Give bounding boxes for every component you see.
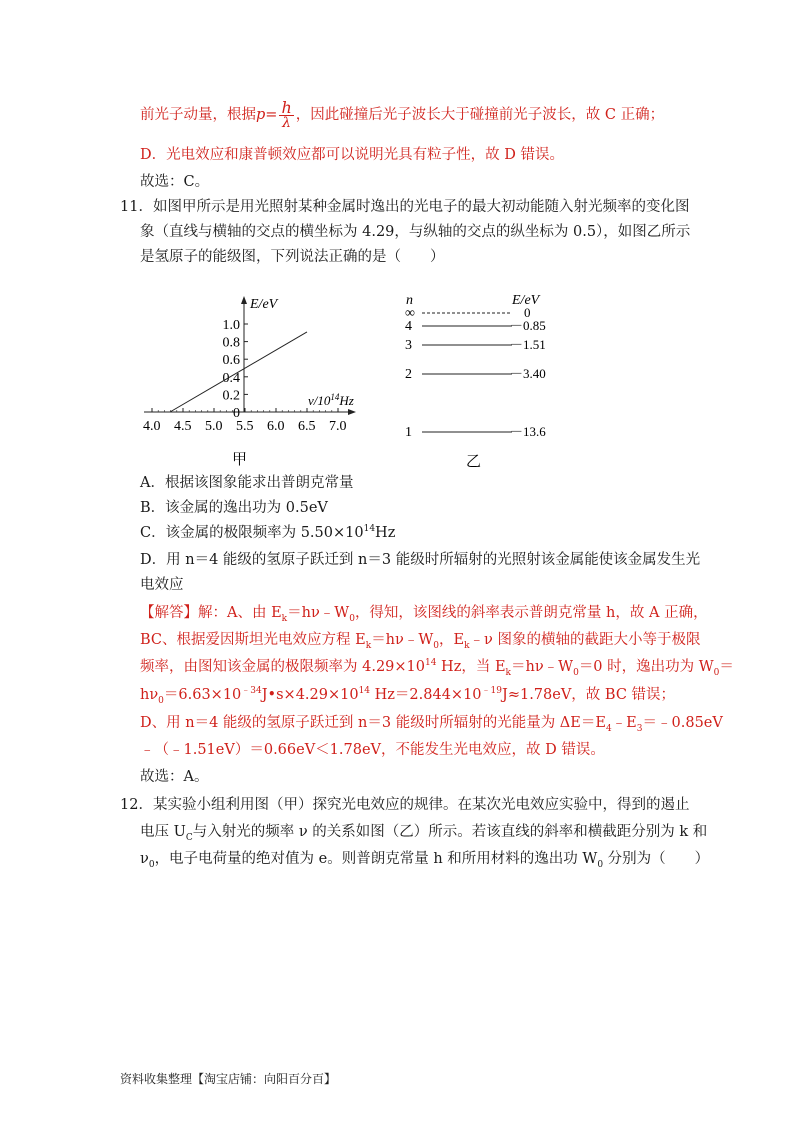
answer-choice-q11: 故选：A。 — [140, 769, 209, 785]
e-header: E/eV — [512, 293, 540, 308]
answer-line-6: ﹣（﹣1.51eV）＝0.66eV＜1.78eV，不能发生光电效应，故 D 错误。 — [140, 742, 605, 758]
answer-line-5: D、用 n＝4 能级的氢原子跃迁到 n＝3 能级时所辐射的光能量为 $\Delta E=E_4﹣E_3=﹣0.85eV$ — [140, 715, 723, 734]
level-inf-n: ∞ — [405, 306, 415, 321]
x-tick-label-3: 5.5 — [236, 419, 254, 434]
q11-stem-line1: 11．如图甲所示是用光照射某种金属时逸出的光电子的最大初动能随入射光频率的变化图 — [120, 199, 690, 215]
y-axis-label: E/eV — [250, 297, 278, 312]
q11-option-d[interactable]: D．用 n＝4 能级的氢原子跃迁到 n＝3 能级时所辐射的光照射该金属能使该金属发生光 — [140, 552, 701, 568]
q12-stem-line2: 电压 $U_C$与入射光的频率 ν 的关系如图（乙）所示。若该直线的斜率和横截距分别为 k 和 — [140, 824, 708, 843]
answer-line-d: D．光电效应和康普顿效应都可以说明光具有粒子性，故 D 错误。 — [140, 147, 564, 163]
level-inf-e: 0 — [524, 305, 531, 320]
answer-choice-line: 故选：C。 — [140, 174, 210, 190]
x-tick-label-6: 7.0 — [329, 419, 347, 434]
figure-jia-caption: 甲 — [232, 452, 248, 468]
answer-line-3: 频率，由图知该金属的极限频率为 $4.29\times 10^{14}$ Hz，当 $E_k=h\nu﹣W_0=0$ 时，逸出功为 $W_0=$ — [140, 658, 734, 678]
level-4-e: －0.85 — [510, 318, 546, 333]
figure-yi-energy-levels — [400, 288, 570, 473]
answer-line-2: BC、根据爱因斯坦光电效应方程 $E_k=h\nu﹣W_0$，$E_k﹣\nu$ 图象的横轴的截距大小等于极限 — [140, 632, 701, 651]
y-tick-label-5: 0 — [233, 406, 240, 421]
level-3-n: 3 — [405, 338, 412, 353]
q11-stem-line3: 是氢原子的能级图，下列说法正确的是（ ） — [140, 249, 445, 265]
q11-option-c[interactable]: C．该金属的极限频率为 $5.50\times 10^{14}Hz$ — [140, 524, 396, 541]
answer-line-4: $h\nu_0=6.63\times 10^{﹣34}J•s\times 4.29\times 10^{14}$ $Hz=2.844\times 10^{﹣19}J\approx 1.78eV$，故 BC 错误； — [140, 686, 676, 706]
q12-stem-line1: 12．某实验小组利用图（甲）探究光电效应的规律。在某次光电效应实验中，得到的遏止 — [120, 797, 690, 813]
figure-jia-chart — [130, 292, 390, 472]
q11-option-d-cont: 电效应 — [140, 577, 184, 593]
x-axis-arrow — [348, 409, 356, 415]
footer-source: 资料收集整理【淘宝店铺：向阳百分百】 — [120, 1072, 337, 1086]
x-axis-label: $\nu/10^{14}Hz$ — [308, 392, 354, 408]
q11-option-a[interactable]: A．根据该图象能求出普朗克常量 — [140, 475, 354, 491]
y-tick-label-0: 1.0 — [222, 318, 240, 333]
level-1-e: －13.6 — [510, 424, 546, 439]
answer-line-momentum: 前光子动量，根据p= $\frac{h}{\lambda}$ ，因此碰撞后光子波长大于碰撞前光子波长，故 C 正确； — [140, 97, 665, 131]
y-tick-label-4: 0.2 — [222, 388, 240, 404]
x-tick-label-2: 5.0 — [205, 419, 223, 434]
n-header: n — [406, 293, 413, 308]
y-tick-label-1: 0.8 — [222, 335, 240, 351]
y-tick-label-3: 0.4 — [222, 370, 240, 386]
x-tick-label-1: 4.5 — [174, 419, 192, 434]
level-4-n: 4 — [405, 319, 412, 334]
level-2-e: －3.40 — [510, 366, 546, 381]
answer-tag: 【解答】 — [140, 605, 198, 621]
y-tick-label-2: 0.6 — [222, 353, 240, 369]
x-tick-label-4: 6.0 — [267, 419, 285, 434]
q12-stem-line3: $\nu_0$，电子电荷量的绝对值为 e。则普朗克常量 h 和所用材料的逸出功 $W_0$ 分别为（ ） — [140, 851, 710, 870]
q11-stem-line2: 象（直线与横轴的交点的横坐标为 4.29，与纵轴的交点的纵坐标为 0.5），如图乙所示 — [140, 224, 691, 240]
x-tick-label-0: 4.0 — [143, 419, 161, 434]
level-2-n: 2 — [405, 367, 412, 382]
x-tick-label-5: 6.5 — [298, 419, 316, 434]
tick-group — [143, 318, 347, 434]
level-3-e: －1.51 — [510, 337, 546, 352]
answer-line-1: 【解答】解：A、由 $E_k=h\nu﹣W_0$，得知，该图线的斜率表示普朗克常量 h，故 A 正确， — [140, 605, 708, 624]
fraction-h-over-lambda: $\frac{h}{\lambda}$ — [281, 97, 292, 131]
q11-option-b[interactable]: B．该金属的逸出功为 0.5eV — [140, 500, 328, 516]
y-axis-arrow — [241, 296, 247, 304]
level-1-n: 1 — [405, 425, 412, 440]
figure-yi-caption: 乙 — [466, 454, 482, 470]
